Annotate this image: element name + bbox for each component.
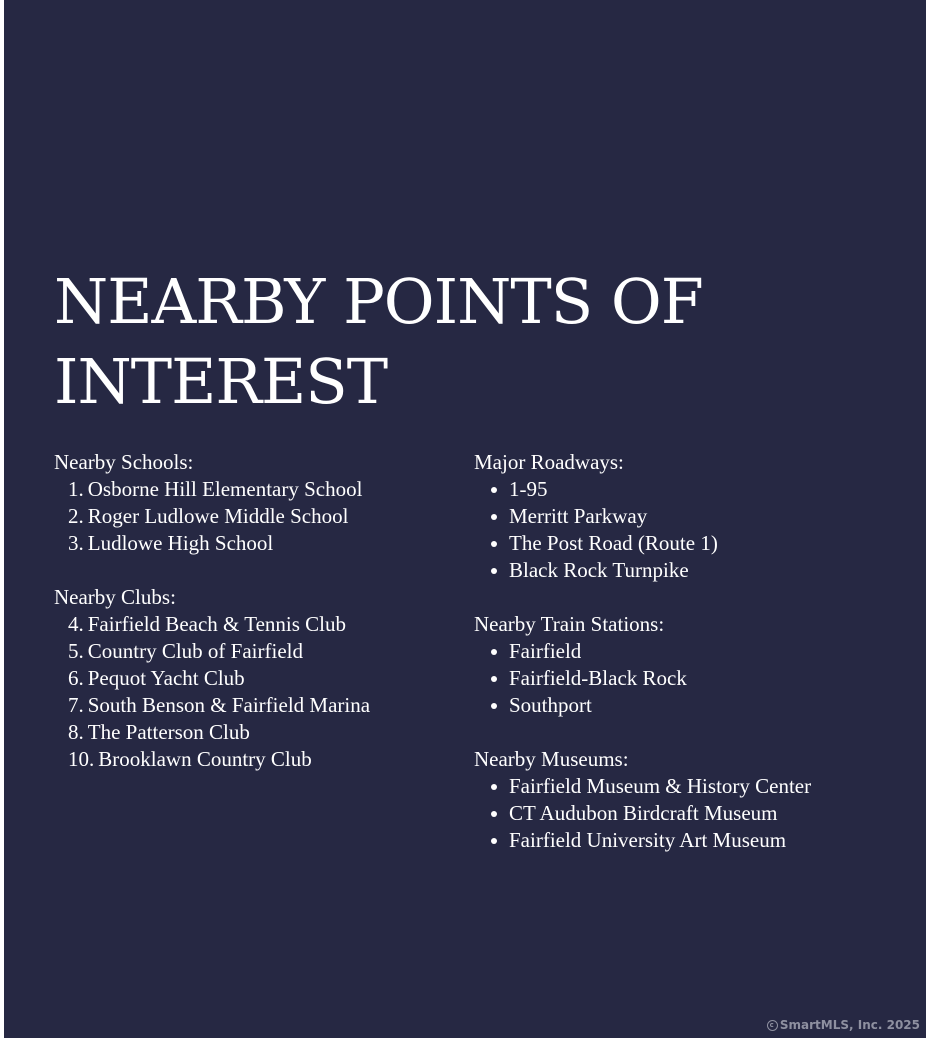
list-label: Brooklawn Country Club bbox=[98, 747, 312, 771]
list-label: The Post Road (Route 1) bbox=[509, 531, 718, 555]
list-item bbox=[474, 827, 914, 854]
list-item bbox=[474, 530, 914, 557]
list-item bbox=[54, 692, 454, 719]
list-number: 6. bbox=[68, 666, 84, 690]
clubs-section bbox=[54, 584, 454, 773]
clubs-heading: Nearby Clubs: bbox=[54, 585, 176, 609]
bullet-icon bbox=[491, 487, 497, 493]
list-number: 3. bbox=[68, 531, 84, 555]
list-label: Roger Ludlowe Middle School bbox=[87, 504, 349, 528]
bullet-icon bbox=[491, 703, 497, 709]
list-label: Black Rock Turnpike bbox=[509, 558, 689, 582]
title-line-2: INTEREST bbox=[54, 345, 388, 418]
roadways-heading: Major Roadways: bbox=[474, 450, 624, 474]
list-item bbox=[474, 773, 914, 800]
list-label: CT Audubon Birdcraft Museum bbox=[509, 801, 778, 825]
list-item bbox=[474, 800, 914, 827]
list-item bbox=[54, 530, 454, 557]
bullet-icon bbox=[491, 838, 497, 844]
list-number: 1. bbox=[68, 477, 84, 501]
list-label: Osborne Hill Elementary School bbox=[87, 477, 363, 501]
list-label: Ludlowe High School bbox=[87, 531, 274, 555]
list-label: Fairfield bbox=[509, 639, 582, 663]
copyright-text: SmartMLS, Inc. 2025 bbox=[779, 1018, 920, 1032]
train-stations-section bbox=[474, 611, 914, 719]
museums-section bbox=[474, 746, 914, 854]
list-label: Fairfield Beach & Tennis Club bbox=[87, 612, 347, 636]
list-label: The Patterson Club bbox=[87, 720, 250, 744]
bullet-icon bbox=[491, 568, 497, 574]
bullet-icon bbox=[491, 676, 497, 682]
page-title bbox=[54, 262, 703, 422]
title-line-1: NEARBY POINTS OF bbox=[54, 265, 703, 338]
list-number: 8. bbox=[68, 720, 84, 744]
list-item bbox=[54, 665, 454, 692]
list-item bbox=[474, 638, 914, 665]
bullet-icon bbox=[491, 649, 497, 655]
list-item bbox=[474, 665, 914, 692]
list-label: South Benson & Fairfield Marina bbox=[87, 693, 371, 717]
bullet-icon bbox=[491, 514, 497, 520]
schools-heading: Nearby Schools: bbox=[54, 450, 194, 474]
list-item bbox=[54, 476, 454, 503]
list-number: 10. bbox=[68, 747, 95, 771]
list-number: 2. bbox=[68, 504, 84, 528]
list-number: 4. bbox=[68, 612, 84, 636]
list-item bbox=[474, 476, 914, 503]
list-item bbox=[54, 611, 454, 638]
page-frame bbox=[4, 0, 926, 1038]
left-column bbox=[54, 449, 454, 800]
list-label: Southport bbox=[509, 693, 592, 717]
list-item bbox=[54, 746, 454, 773]
copyright-icon bbox=[767, 1020, 778, 1031]
train-stations-heading: Nearby Train Stations: bbox=[474, 612, 665, 636]
list-label: Fairfield University Art Museum bbox=[509, 828, 787, 852]
list-item bbox=[474, 503, 914, 530]
museums-heading: Nearby Museums: bbox=[474, 747, 629, 771]
list-label: Merritt Parkway bbox=[509, 504, 648, 528]
list-item bbox=[54, 719, 454, 746]
copyright-footer bbox=[767, 1018, 920, 1032]
list-number: 5. bbox=[68, 639, 84, 663]
list-item bbox=[54, 503, 454, 530]
list-label: Fairfield Museum & History Center bbox=[509, 774, 812, 798]
bullet-icon bbox=[491, 811, 497, 817]
bullet-icon bbox=[491, 784, 497, 790]
list-label: Pequot Yacht Club bbox=[87, 666, 245, 690]
list-label: Fairfield-Black Rock bbox=[509, 666, 687, 690]
list-item bbox=[54, 638, 454, 665]
roadways-section bbox=[474, 449, 914, 584]
list-label: Country Club of Fairfield bbox=[87, 639, 303, 663]
bullet-icon bbox=[491, 541, 497, 547]
list-number: 7. bbox=[68, 693, 84, 717]
schools-section bbox=[54, 449, 454, 557]
list-label: 1-95 bbox=[509, 477, 548, 501]
right-column bbox=[474, 449, 914, 881]
list-item bbox=[474, 557, 914, 584]
list-item bbox=[474, 692, 914, 719]
